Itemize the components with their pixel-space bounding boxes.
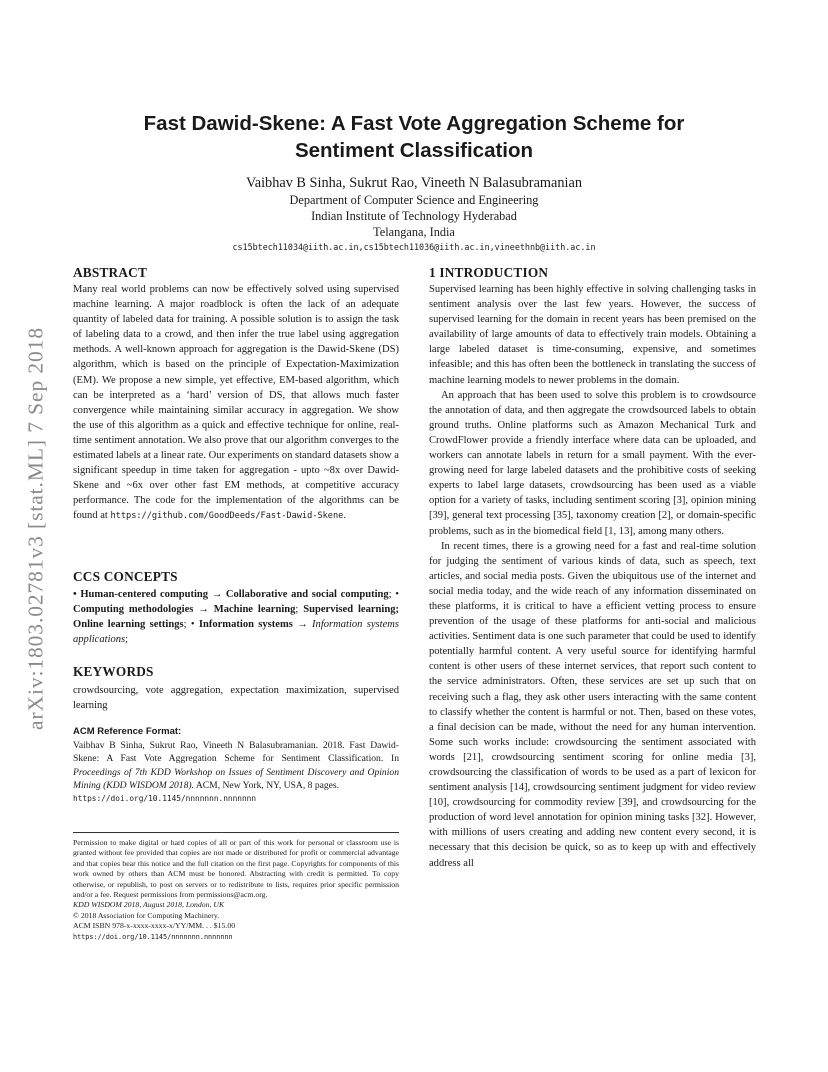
- author-list: Vaibhav B Sinha, Sukrut Rao, Vineeth N Balasubramanian: [246, 175, 582, 191]
- affiliation-institute: Indian Institute of Technology Hyderabad: [311, 209, 517, 223]
- intro-paragraph-2: An approach that has been used to solve this problem is to crowdsource the annotation of data, and then aggregate the crowdsourced labels to obtain ground truths. Online platforms such as Amazon Mechanical Turk and CrowdFlower provide a friendly interface where data can be uploaded, and workers can annotate labels in return for a small payment. With the ever-growing need for large labeled datasets and the prohibitive costs of seeking experts to label large datasets, crowdsourcing has been used as a viable option for a variety of tasks, including sentiment scoring [3], opinion mining [39], general text processing [35], taxonomy creation [2], or domain-specific problems, such as in the biomedical field [1, 13], among many others.: [429, 389, 756, 537]
- conference-line: KDD WISDOM 2018, August 2018, London, UK: [73, 900, 225, 910]
- introduction-section: [429, 282, 756, 871]
- keywords-text: crowdsourcing, vote aggregation, expectation maximization, supervised learning: [73, 685, 399, 712]
- paper-title: [100, 110, 728, 164]
- footnote-divider: [73, 832, 399, 833]
- acm-reference-heading: ACM Reference Format:: [73, 726, 182, 737]
- author-emails: cs15btech11034@iith.ac.in,cs15btech11036@iith.ac.in,vineethnb@iith.ac.in: [232, 242, 596, 252]
- acm-reference-doi[interactable]: https://doi.org/10.1145/nnnnnnn.nnnnnnn: [73, 794, 257, 804]
- acm-reference-section: [73, 726, 399, 805]
- abstract-section: [73, 282, 399, 525]
- intro-paragraph-1: Supervised learning has been highly effective in solving challenging tasks in sentiment analysis over the last few years. However, the success of supervised learning for the domain in recent years has been premised on the availability of large amounts of data to effectively train models. Obtaining a large labeled dataset is time-consuming, expensive, and sometimes infeasible; and this has often been the bottleneck in translating the success of machine learning models to newer problems in the domain.: [429, 284, 756, 386]
- keywords-section: [73, 683, 399, 713]
- title-line-1: Fast Dawid-Skene: A Fast Vote Aggregation Scheme for: [143, 112, 685, 135]
- copyright-line: © 2018 Association for Computing Machinery.: [73, 910, 220, 920]
- keywords-heading: KEYWORDS: [73, 664, 154, 679]
- affiliation-location: Telangana, India: [373, 225, 455, 239]
- title-line-2: Sentiment Classification: [294, 139, 534, 162]
- ccs-section: [73, 587, 399, 647]
- code-link[interactable]: https://github.com/GoodDeeds/Fast-Dawid-Skene: [110, 511, 344, 522]
- ccs-text: • Human-centered computing → Collaborative and social computing; • Computing methodologies → Machine learning; Supervised learning; Online learning settings; • Information systems → Information systems applications;: [73, 589, 399, 646]
- isbn-line: ACM ISBN 978-x-xxxx-xxxx-x/YY/MM. . . $15.00: [73, 921, 236, 931]
- copyright-footnote: [73, 838, 399, 942]
- intro-paragraph-3: In recent times, there is a growing need for a fast and real-time solution for judging the sentiment of various kinds of data, such as speech, text articles, and social media posts. Given the ubiquitous use of the internet and social media today, and the wide reach of any information disseminated on these platforms, it is critical to have a efficient vetting process to ensure prevention of the usage of these platforms for anti-social and malicious activities. Sentiment data is one such parameter that could be used to identify potentially harmful content. A very useful source for identifying harmful content is other users of these internet services, that report such content to the service administrators. Often, these services are set up such that on receiving such a flag, they ask other users interacting with the same content to classify whether the content is harmful or not. Then, based on these votes, a final decision can be made, without the need for any human intervention. Some such works include: crowdsourcing the sentiment associated with words [21], crowdsourcing sentiment scoring for online media [3], crowdsourcing the classification of words to be used as a part of lexicon for sentiment analysis [14], crowdsourcing sentiment judgment for video review [10], crowdsourcing for commodity review [39], and crowdsourcing for the production of word level annotation for opinion mining tasks [32]. However, with millions of users creating and adding new content every second, it is necessary that this decision be quick, so as to keep up with and effectively address all: [429, 540, 756, 869]
- affiliation-department: Department of Computer Science and Engineering: [289, 193, 539, 207]
- ccs-heading: CCS CONCEPTS: [73, 569, 178, 584]
- arxiv-stamp-text: arXiv:1803.02781v3 [stat.ML] 7 Sep 2018: [23, 327, 48, 730]
- abstract-text: Many real world problems can now be effectively solved using supervised machine learning. A major roadblock is often the lack of an adequate quantity of labeled data for training. A possible solution is to assign the task of labeling data to a crowd, and then infer the true label using aggregation methods. A well-known approach for aggregation is the Dawid-Skene (DS) algorithm, which is based on the principle of Expectation-Maximization (EM). We propose a new simple, yet effective, EM-based algorithm, which can be interpreted as a ‘hard’ version of DS, that allows much faster convergence while maintaining similar accuracy in aggregation. We show the use of this algorithm as a quick and effective technique for online, real-time sentiment annotation. We also prove that our algorithm converges to the estimated labels at a linear rate. Our experiments on standard datasets show a significant speedup in time taken for aggregation - upto ~8x over Dawid-Skene and ~6x over other fast EM methods, at competitive accuracy performance. The code for the implementation of the algorithms can be found at https://github.com/GoodDeeds/Fast-Dawid-Skene.: [73, 284, 399, 522]
- abstract-heading: ABSTRACT: [73, 265, 148, 280]
- acm-reference-text: Vaibhav B Sinha, Sukrut Rao, Vineeth N Balasubramanian. 2018. Fast Dawid-Skene: A Fast Vote Aggregation Scheme for Sentiment Classification. In Proceedings of 7th KDD Workshop on Issues of Sentiment Discovery and Opinion Mining (KDD WISDOM 2018). ACM, New York, NY, USA, 8 pages. https://doi.org/10.1145/nnnnnnn.nnnnnnn: [73, 740, 399, 804]
- introduction-heading: 1 INTRODUCTION: [429, 265, 549, 280]
- permission-notice: Permission to make digital or hard copies of all or part of this work for personal or classroom use is granted without fee provided that copies are not made or distributed for profit or commercial advantage and that copies bear this notice and the full citation on the first page. Copyrights for components of this work owned by others than ACM must be honored. Abstracting with credit is permitted. To copy otherwise, or republish, to post on servers or to redistribute to lists, requires prior specific permission and/or a fee. Request permissions from permissions@acm.org.: [73, 838, 399, 900]
- footnote-doi[interactable]: https://doi.org/10.1145/nnnnnnn.nnnnnnn: [73, 932, 233, 941]
